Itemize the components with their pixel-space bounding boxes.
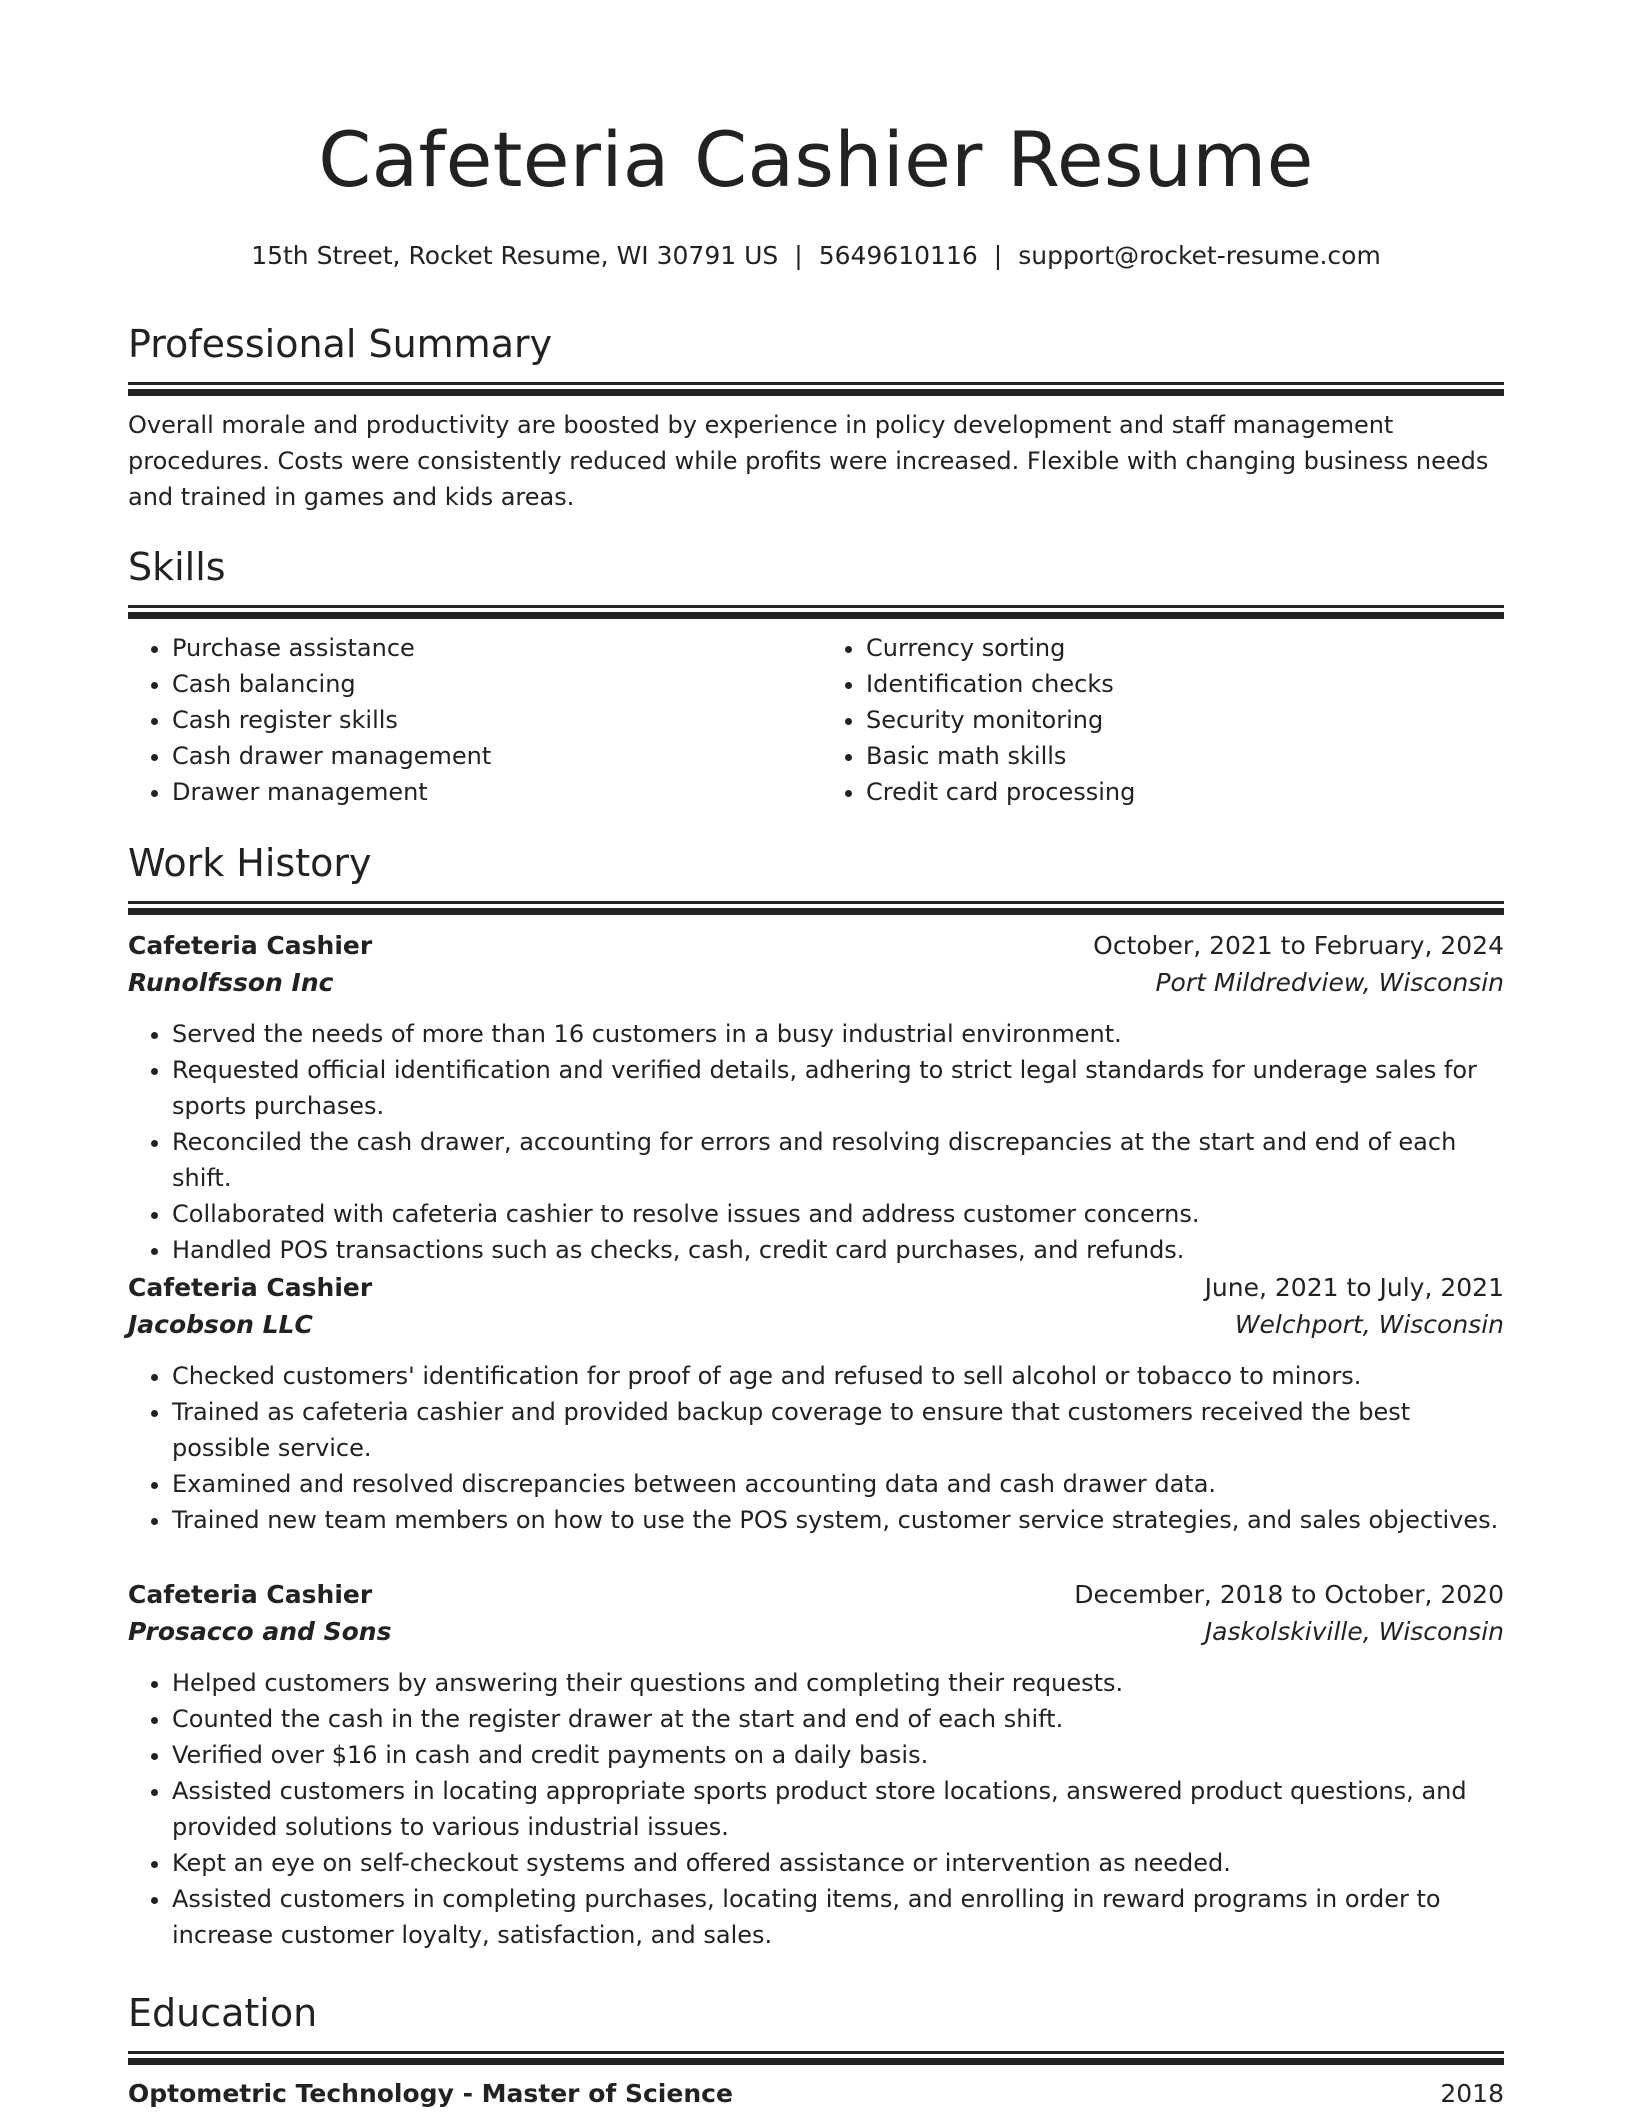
divider bbox=[128, 382, 1504, 385]
company-name: Runolfsson Inc bbox=[128, 968, 334, 997]
section-title: Education bbox=[128, 1991, 318, 2035]
email-link[interactable]: support@rocket-resume.com bbox=[1018, 241, 1381, 270]
list-item: • Collaborated with cafeteria cashier to resolve issues and address customer concerns. bbox=[172, 1196, 1504, 1232]
list-item: • Cash drawer management bbox=[172, 738, 816, 774]
section-header-education bbox=[128, 1989, 1504, 2065]
divider bbox=[128, 2058, 1504, 2065]
job-dates: June, 2021 to July, 2021 bbox=[1204, 1273, 1504, 1302]
degree: Optometric Technology - Master of Science bbox=[128, 2079, 733, 2108]
list-item: • Trained as cafeteria cashier and provided backup coverage to ensure that customers received the best possible service. bbox=[172, 1394, 1504, 1466]
divider bbox=[128, 908, 1504, 915]
education-entry bbox=[128, 2076, 1504, 2112]
list-item: • Security monitoring bbox=[866, 702, 1504, 738]
job-entry bbox=[128, 928, 1504, 1268]
divider bbox=[128, 2051, 1504, 2054]
list-item: • Handled POS transactions such as checks, cash, credit card purchases, and refunds. bbox=[172, 1232, 1504, 1268]
divider bbox=[128, 901, 1504, 904]
divider bbox=[128, 389, 1504, 396]
job-title: Cafeteria Cashier bbox=[128, 1580, 373, 1609]
section-header-skills bbox=[128, 543, 1504, 619]
section-title: Skills bbox=[128, 545, 226, 589]
job-title: Cafeteria Cashier bbox=[128, 931, 373, 960]
contact-line bbox=[128, 240, 1504, 272]
list-item: • Counted the cash in the register drawer at the start and end of each shift. bbox=[172, 1701, 1504, 1737]
divider bbox=[128, 605, 1504, 608]
list-item: • Identification checks bbox=[866, 666, 1504, 702]
graduation-year: 2018 bbox=[1440, 2079, 1504, 2108]
list-item: • Assisted customers in locating appropriate sports product store locations, answered product questions, and provided solutions to various industrial issues. bbox=[172, 1773, 1504, 1845]
list-item: • Served the needs of more than 16 customers in a busy industrial environment. bbox=[172, 1016, 1504, 1052]
address: 15th Street, Rocket Resume, WI 30791 US bbox=[251, 241, 779, 270]
job-entry bbox=[128, 1270, 1504, 1538]
section-header-summary bbox=[128, 320, 1504, 396]
job-dates: December, 2018 to October, 2020 bbox=[1074, 1580, 1504, 1609]
skills-list bbox=[128, 630, 1504, 810]
list-item: • Assisted customers in completing purchases, locating items, and enrolling in reward programs in order to increase customer loyalty, satisfaction, and sales. bbox=[172, 1881, 1504, 1953]
list-item: • Cash balancing bbox=[172, 666, 816, 702]
list-item: • Cash register skills bbox=[172, 702, 816, 738]
job-location: Welchport, Wisconsin bbox=[1234, 1310, 1504, 1339]
list-item: • Helped customers by answering their questions and completing their requests. bbox=[172, 1665, 1504, 1701]
job-title: Cafeteria Cashier bbox=[128, 1273, 373, 1302]
list-item: • Drawer management bbox=[172, 774, 816, 810]
list-item: • Basic math skills bbox=[866, 738, 1504, 774]
company-name: Prosacco and Sons bbox=[128, 1617, 392, 1646]
list-item: • Examined and resolved discrepancies between accounting data and cash drawer data. bbox=[172, 1466, 1504, 1502]
section-title: Work History bbox=[128, 841, 372, 885]
company-name: Jacobson LLC bbox=[128, 1310, 313, 1339]
list-item: • Requested official identification and verified details, adhering to strict legal standards for underage sales for sports purchases. bbox=[172, 1052, 1504, 1124]
job-dates: October, 2021 to February, 2024 bbox=[1093, 931, 1504, 960]
list-item: • Reconciled the cash drawer, accounting for errors and resolving discrepancies at the start and end of each shift. bbox=[172, 1124, 1504, 1196]
list-item: • Trained new team members on how to use the POS system, customer service strategies, and sales objectives. bbox=[172, 1502, 1504, 1538]
list-item: • Purchase assistance bbox=[172, 630, 816, 666]
skills-column-left bbox=[128, 630, 816, 810]
summary-text: Overall morale and productivity are boosted by experience in policy development and staff management procedures. Costs were consistently reduced while profits were increased. Flexible with changing business needs and trained in games and kids areas. bbox=[128, 411, 1489, 511]
job-location: Port Mildredview, Wisconsin bbox=[1155, 968, 1504, 997]
list-item: • Checked customers' identification for proof of age and refused to sell alcohol or tobacco to minors. bbox=[172, 1358, 1504, 1394]
skills-column-right bbox=[816, 630, 1504, 810]
section-header-work bbox=[128, 839, 1504, 915]
list-item: • Kept an eye on self-checkout systems and offered assistance or intervention as needed. bbox=[172, 1845, 1504, 1881]
separator: | bbox=[794, 241, 803, 270]
resume-title: Cafeteria Cashier Resume bbox=[318, 115, 1314, 204]
divider bbox=[128, 612, 1504, 619]
list-item: • Verified over $16 in cash and credit payments on a daily basis. bbox=[172, 1737, 1504, 1773]
list-item: • Currency sorting bbox=[866, 630, 1504, 666]
section-title: Professional Summary bbox=[128, 322, 553, 366]
list-item: • Credit card processing bbox=[866, 774, 1504, 810]
separator: | bbox=[993, 241, 1003, 270]
job-entry bbox=[128, 1577, 1504, 1953]
job-location: Jaskolskiville, Wisconsin bbox=[1204, 1617, 1504, 1646]
phone: 5649610116 bbox=[818, 241, 978, 270]
